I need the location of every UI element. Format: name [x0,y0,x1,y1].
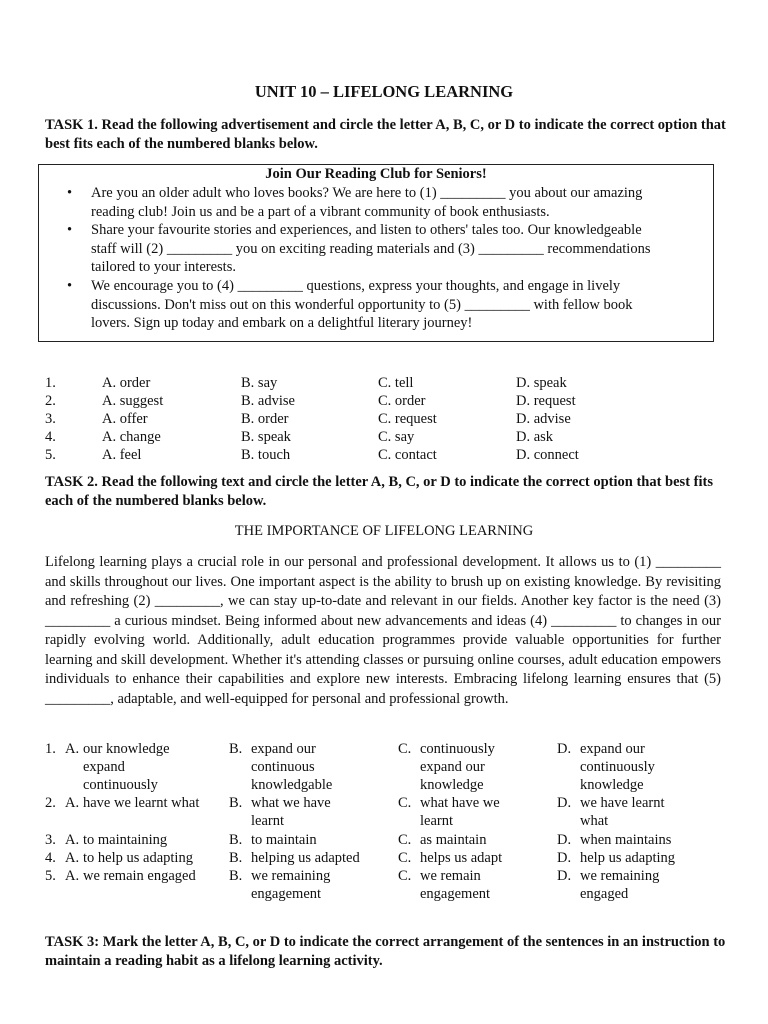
question-number: 2. [45,795,56,811]
option-c[interactable]: C. contact [378,447,437,463]
ad-line: reading club! Join us and be a part of a vibrant community of book enthusiasts. [91,203,550,220]
option-a[interactable]: A. feel [102,447,142,463]
ad-bullet-1 [67,184,711,221]
question-number: 3. [45,832,56,848]
task1-instruction: TASK 1. Read the following advertisement and circle the letter A, B, C, or D to indicate the correct option that best fits each of the numbered blanks below. [45,117,726,152]
option-c[interactable]: C. [398,850,412,866]
option-a-text: to maintaining [83,832,168,848]
option-b[interactable]: B. [229,850,243,866]
option-b[interactable]: B. [229,741,243,757]
option-c[interactable]: C. say [378,429,415,445]
option-d[interactable]: D. [557,850,572,866]
option-d-text: help us adapting [580,850,676,866]
option-b[interactable]: B. advise [241,393,295,409]
ad-line: staff will (2) _________ you on exciting reading materials and (3) _________ recommendations [91,240,651,257]
option-d[interactable]: D. speak [516,375,567,391]
option-d[interactable]: D. ask [516,429,554,445]
option-b-text: to maintain [251,832,317,848]
option-d[interactable]: D. [557,741,572,757]
option-a[interactable]: A. [65,741,80,757]
option-d[interactable]: D. advise [516,411,571,427]
option-a[interactable]: A. change [102,429,161,445]
ad-line: Are you an older adult who loves books? We are here to (1) _________ you about our amazing [91,185,643,201]
option-b-text: expand our continuous knowledgable [251,741,333,793]
option-a-text: to help us adapting [83,850,193,866]
option-c[interactable]: C. order [378,393,426,409]
ad-line: We encourage you to (4) _________ questions, express your thoughts, and engage in lively [91,278,621,294]
option-c[interactable]: C. request [378,411,437,427]
option-b[interactable]: B. [229,832,243,848]
option-c-text: as maintain [420,832,487,848]
option-b[interactable]: B. touch [241,447,291,463]
option-b[interactable]: B. say [241,375,278,391]
option-c[interactable]: C. [398,741,412,757]
bullet-icon: • [67,278,73,294]
advertisement-box [38,164,714,342]
option-d[interactable]: D. request [516,393,576,409]
question-number: 4. [45,850,56,866]
option-c-text: what have we learnt [420,795,500,829]
option-c-text: helps us adapt [420,850,503,866]
option-a[interactable]: A. suggest [102,393,164,409]
bullet-icon: • [67,185,73,201]
option-d-text: we have learnt what [580,795,665,829]
option-c-text: continuously expand our knowledge [420,741,495,793]
ad-bullet-2 [67,221,711,277]
ad-line: tailored to your interests. [91,259,236,275]
option-a[interactable]: A. order [102,375,151,391]
question-number: 1. [45,741,56,757]
task2-instruction: TASK 2. Read the following text and circle the letter A, B, C, or D to indicate the correct option that best fits each of the numbered blanks below. [45,474,713,509]
reading-paragraph: Lifelong learning plays a crucial role in our personal and professional development. It allows us to (1) _________ and skills throughout our lives. One important aspect is the ability to brush up on existing knowledge. By revisiting and refreshing (2) _________, we can stay up-to-date and relevant in our fields. Another key factor is the need (3) _________ a curious mindset. Being informed about new advancements and ideas (4) _________ to changes in our rapidly evolving world. Additionally, adult education programmes provide valuable opportunities for further learning and skill development. Whether it's attending classes or pursuing online courses, adult education empowers individuals to enhance their capabilities and explore new interests. Embracing lifelong learning ensures that (5) _________, adaptable, and well-equipped for personal and professional growth. [45,554,721,707]
option-b[interactable]: B. order [241,411,289,427]
option-b-text: we remaining engagement [251,868,331,902]
ad-title: Join Our Reading Club for Seniors! [265,166,487,182]
option-d-text: expand our continuously knowledge [580,741,655,793]
option-a[interactable]: A. [65,795,80,811]
option-c[interactable]: C. [398,795,412,811]
option-c-text: we remain engagement [420,868,491,902]
page-title: UNIT 10 – LIFELONG LEARNING [254,82,514,101]
option-a-text: we remain engaged [83,868,196,884]
option-c[interactable]: C. tell [378,375,414,391]
ad-line: Share your favourite stories and experiences, and listen to others' tales too. Our knowledgeable [91,222,642,238]
option-d[interactable]: D. [557,795,572,811]
option-a[interactable]: A. [65,850,80,866]
task3-instruction: TASK 3: Mark the letter A, B, C, or D to indicate the correct arrangement of the sentences in an instruction to maintain a reading habit as a lifelong learning activity. [45,934,726,969]
option-b[interactable]: B. speak [241,429,291,445]
question-number: 5. [45,447,56,463]
question-number: 2. [45,393,56,409]
question-number: 5. [45,868,56,884]
option-c[interactable]: C. [398,832,412,848]
option-d[interactable]: D. [557,832,572,848]
bullet-icon: • [67,222,73,238]
question-number: 4. [45,429,56,445]
option-b-text: what we have learnt [251,795,331,829]
text-title: THE IMPORTANCE OF LIFELONG LEARNING [234,523,534,539]
option-a-text: our knowledge expand continuously [83,741,170,793]
option-a[interactable]: A. [65,832,80,848]
option-b-text: helping us adapted [251,850,360,866]
option-d-text: when maintains [580,832,672,848]
option-d[interactable]: D. [557,868,572,884]
question-number: 1. [45,375,56,391]
option-d-text: we remaining engaged [580,868,660,902]
option-c[interactable]: C. [398,868,412,884]
option-d[interactable]: D. connect [516,447,579,463]
ad-line: discussions. Don't miss out on this wonderful opportunity to (5) _________ with fellow book [91,296,633,313]
question-number: 3. [45,411,56,427]
option-b[interactable]: B. [229,795,243,811]
ad-bullet-3 [67,277,711,333]
ad-line: lovers. Sign up today and embark on a delightful literary journey! [91,315,473,331]
option-b[interactable]: B. [229,868,243,884]
option-a[interactable]: A. [65,868,80,884]
option-a[interactable]: A. offer [102,411,148,427]
option-a-text: have we learnt what [83,795,200,811]
